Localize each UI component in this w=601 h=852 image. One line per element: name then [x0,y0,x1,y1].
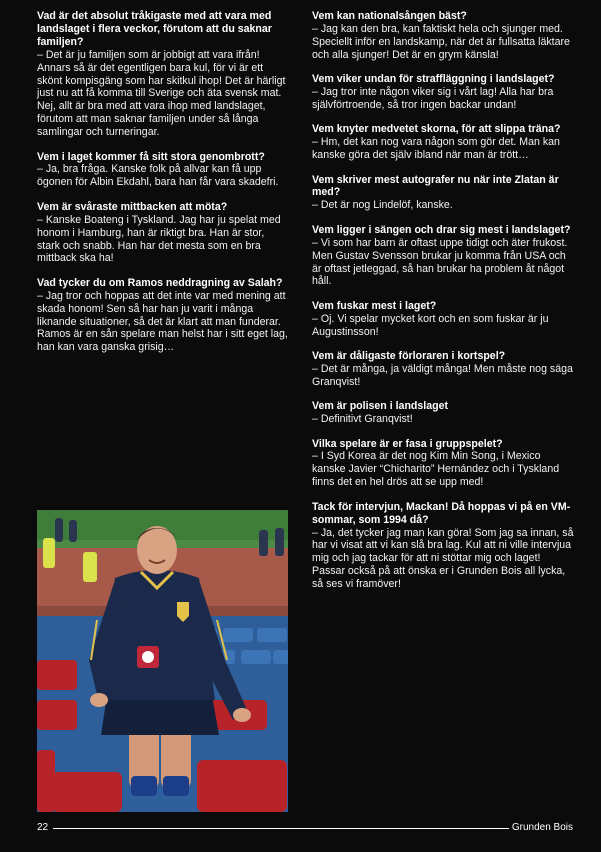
qa-item [37,277,289,354]
question: Vem kan nationalsången bäst? [312,10,467,22]
player-photo [37,510,288,812]
question: Vem är svåraste mittbacken att möta? [37,200,228,213]
qa-item [312,123,574,162]
magazine-name: Grunden Bois [511,822,573,833]
answer: – Ja, det tycker jag man kan göra! Som jag sa innan, så har vi visat att vi kan slå bra lag. Kul att ni ville intervjua mig och jag tackar för att ni stöttar mig och laget! Passar också på att önska er i Grunden Bois all lycka, så ses vi framöver! [312,526,574,591]
qa-item [312,224,574,289]
answer: – Jag tror och hoppas att det inte var med mening att skada honom! Sen så har han ju varit i många liknande situationer, så det är klart att man funderar. Ramos är en sån spelare man helst har i sitt eget lag, han kan vara ganska grisig… [37,289,288,354]
qa-item [312,174,574,213]
page-footer [37,820,573,836]
question: Vem knyter medvetet skorna, för att slippa träna? [312,123,561,136]
right-column [312,10,574,603]
answer: – I Syd Korea är det nog Kim Min Song, i Mexico kanske Javier “Chicharito” Hernández och i Tyskland finns det en hel drös att se upp med! [312,450,560,489]
question: Vem ligger i sängen och drar sig mest i landslaget? [312,223,571,236]
answer: – Kanske Boateng i Tyskland. Jag har ju spelat med honom i Hamburg, han är riktigt bra. Han är stor, stark och snabb. Han har det mesta som en bra mittback ska ha! [37,213,281,265]
answer: – Jag kan den bra, kan faktiskt hela och sjunger med. Speciellt inför en landskamp, när det är fullsatta läktare och alla sjunger! Det är en grym känsla! [312,22,570,61]
qa-item [37,151,289,190]
qa-item [312,350,574,389]
question: Vem är polisen i landslaget [312,400,449,413]
answer: – Definitivt Granqvist! [312,413,413,426]
qa-item [312,300,574,339]
qa-item [312,438,574,490]
answer: – Hm, det kan nog vara någon som gör det. Man kan kanske göra det själv ibland när man är trött… [312,136,560,162]
answer: – Vi som har barn är oftast uppe tidigt och äter frukost. Men Gustav Svensson brukar ju komma från USA och är oftast jetleggad, så han brukar ha problem åt något håll. [312,236,568,288]
question: Vilka spelare är er fasa i gruppspelet? [312,437,503,450]
answer: – Det är många, ja väldigt många! Men måste nog säga Granqvist! [312,362,573,388]
qa-item [312,10,574,62]
answer: – Jag tror inte någon viker sig i vårt lag! Alla har bra självförtroende, så tror ingen backar undan! [312,86,554,111]
qa-item [312,73,574,112]
left-column [37,10,289,366]
question: Vad är det absolut tråkigaste med att vara med landslaget i flera veckor, förutom att du saknar familjen? [37,10,272,48]
qa-item [37,10,289,139]
question: Vem fuskar mest i laget? [312,299,437,312]
question: Vad tycker du om Ramos neddragning av Salah? [37,276,283,289]
page-number: 22 [37,822,49,833]
question: Vem i laget kommer få sitt stora genombrott? [37,150,265,163]
question: Vem är dåligaste förloraren i kortspel? [312,350,506,363]
question: Vem skriver mest autografer nu när inte Zlatan är med? [312,173,559,199]
answer: – Ja, bra fråga. Kanske folk på allvar kan få upp ögonen för Albin Ekdahl, bara han får vara skadefri. [37,163,279,189]
qa-item [37,201,289,266]
question: Tack för intervjun, Mackan! Då hoppas vi på en VM-sommar, som 1994 då? [312,500,571,526]
qa-item [312,400,574,426]
question: Vem viker undan för straffläggning i landslaget? [312,73,555,86]
qa-item [312,501,574,591]
footer-divider [53,828,509,829]
answer: – Oj. Vi spelar mycket kort och en som fuskar är ju Augustinsson! [312,312,549,338]
answer: – Det är ju familjen som är jobbigt att vara ifrån! Annars så är det egentligen bara kul, för vi är ett skönt kompisgäng som har skitkul ihop! Det är härligt just nu att få komma till Sverige och äta svensk mat. Nej, allt är bra med att vara ihop med landslaget, förutom att man saknar familjen under så långa samlingar och turneringar. [37,48,286,139]
answer: – Det är nog Lindelöf, kanske. [312,199,453,212]
